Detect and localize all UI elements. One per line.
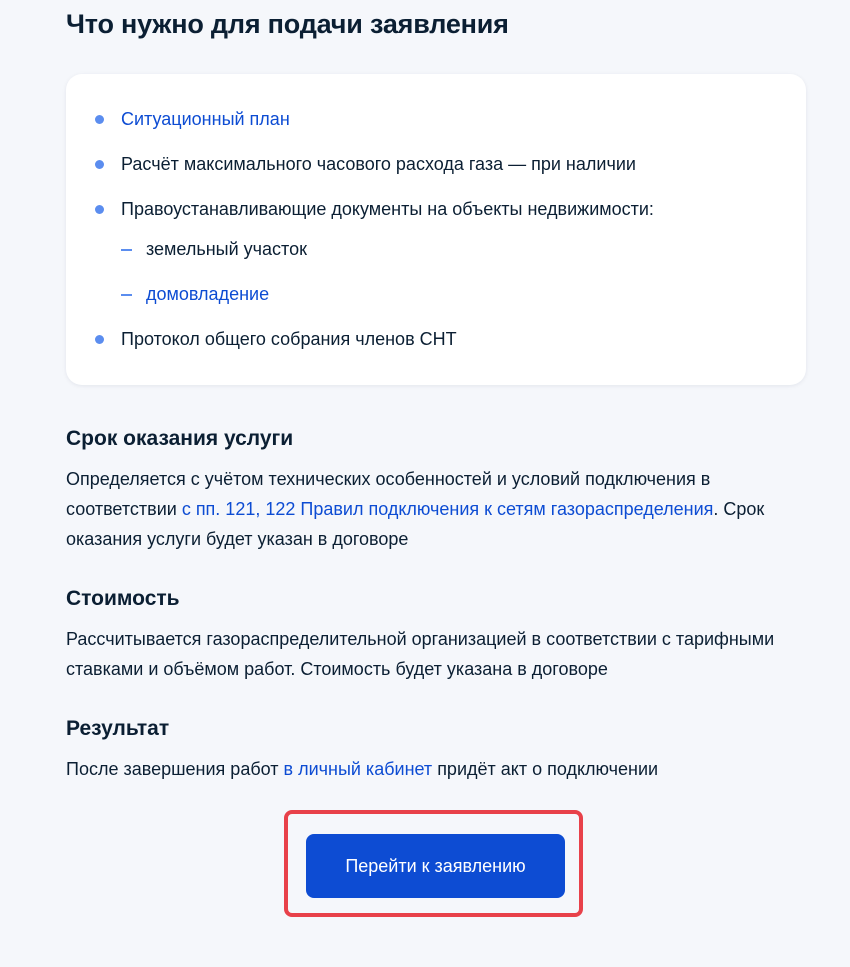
dash-icon <box>121 249 132 251</box>
list-item-text: Расчёт максимального часового расхода газа — при наличии <box>121 154 636 174</box>
personal-account-link[interactable]: в личный кабинет <box>283 759 433 779</box>
household-link[interactable]: домовладение <box>146 284 270 304</box>
cost-text: Рассчитывается газораспределительной организацией в соответствии с тарифными ставками и объёмом работ. Стоимость будет указана в договоре <box>66 629 775 679</box>
cost-heading: Стоимость <box>66 587 180 610</box>
term-text-end: . Срок оказания услуги будет указан в договоре <box>66 499 765 549</box>
term-heading: Срок оказания услуги <box>66 427 294 450</box>
list-item <box>121 327 457 351</box>
gas-rules-link[interactable]: с пп. 121, 122 Правил подключения к сетям газораспределения <box>181 499 714 519</box>
list-item-text: Протокол общего собрания членов СНТ <box>121 329 457 349</box>
sub-list-item <box>146 282 269 306</box>
term-text-start: Определяется с учётом технических особенностей и условий подключения в соответствии <box>66 469 711 519</box>
sub-list-item <box>146 237 307 261</box>
bullet-icon <box>95 115 104 124</box>
situational-plan-link[interactable]: Ситуационный план <box>121 109 290 129</box>
result-text <box>66 754 806 784</box>
go-to-application-button[interactable]: Перейти к заявлению <box>306 834 565 898</box>
dash-icon <box>121 294 132 296</box>
page-title: Что нужно для подачи заявления <box>66 9 509 39</box>
list-item <box>121 152 636 176</box>
list-item-text: Правоустанавливающие документы на объекты недвижимости: <box>121 199 654 219</box>
bullet-icon <box>95 205 104 214</box>
result-text-start: После завершения работ <box>66 759 284 779</box>
list-item <box>121 197 654 221</box>
term-text <box>66 464 806 554</box>
documents-card <box>66 74 806 385</box>
list-item <box>121 107 290 131</box>
bullet-icon <box>95 335 104 344</box>
bullet-icon <box>95 160 104 169</box>
result-text-end: придёт акт о подключении <box>432 759 659 779</box>
sub-list-item-text: земельный участок <box>146 239 307 259</box>
result-heading: Результат <box>66 717 170 740</box>
